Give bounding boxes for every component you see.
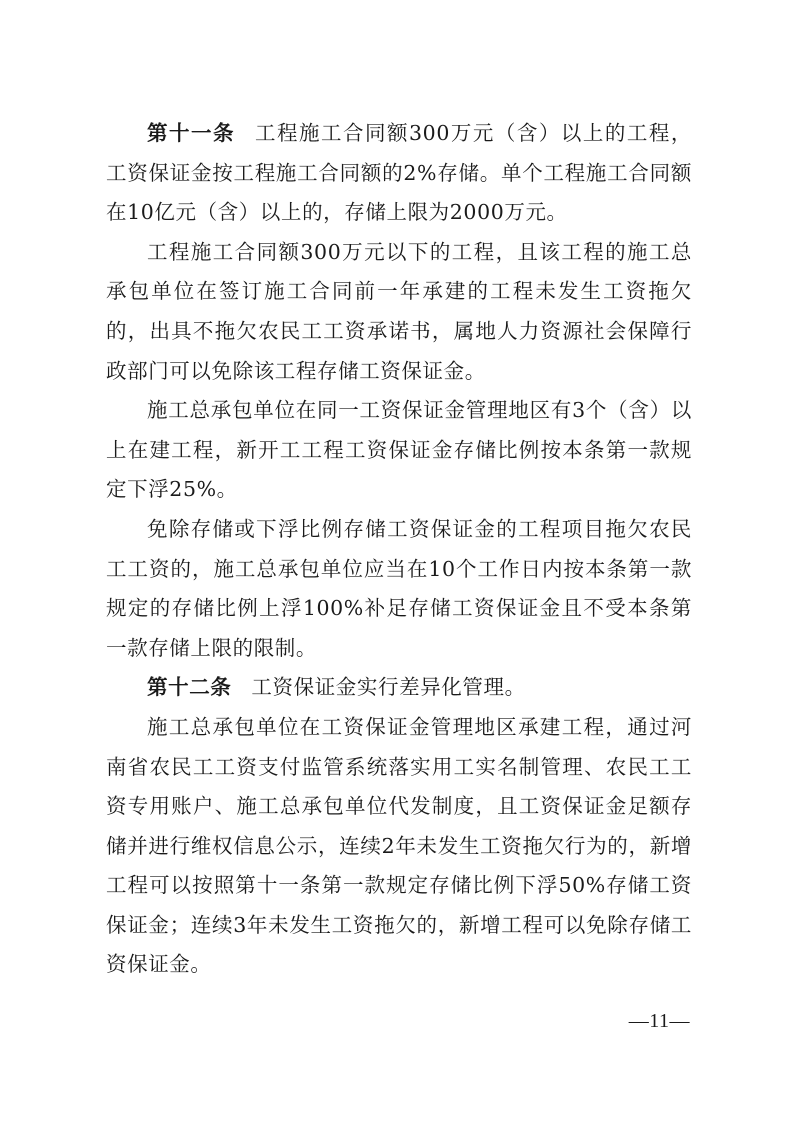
article-12-paragraph-2: 施工总承包单位在工资保证金管理地区承建工程，通过河南省农民工工资支付监管系统落实用工实名制管理、农民工工资专用账户、施工总承包单位代发制度，且工资保证金足额存储并进行维权信息公示，连续2年未发生工资拖欠行为的，新增工程可以按照第十一条第一款规定存储比例下浮50%存储工资保证金；连续3年未发生工资拖欠的，新增工程可以免除存储工资保证金。 <box>106 714 692 977</box>
article-11-text-1: 工程施工合同额300万元（含）以上的工程，工资保证金按工程施工合同额的2%存储。单个工程施工合同额在10亿元（含）以上的，存储上限为2000万元。 <box>106 121 692 225</box>
article-12-text-1: 工资保证金实行差异化管理。 <box>251 675 526 700</box>
article-11-title: 第十一条 <box>147 121 236 145</box>
document-body <box>106 114 692 985</box>
article-11-paragraph-2: 工程施工合同额300万元以下的工程，且该工程的施工总承包单位在签订施工合同前一年承建的工程未发生工资拖欠的，出具不拖欠农民工工资承诺书，属地人力资源社会保障行政部门可以免除该工程存储工资保证金。 <box>106 239 692 383</box>
article-12-paragraph-1 <box>106 668 692 708</box>
article-11-paragraph-4: 免除存储或下浮比例存储工资保证金的工程项目拖欠农民工工资的，施工总承包单位应当在10个工作日内按本条第一款规定的存储比例上浮100%补足存储工资保证金且不受本条第一款存储上限的限制。 <box>106 516 692 660</box>
article-11-paragraph-3: 施工总承包单位在同一工资保证金管理地区有3个（含）以上在建工程，新开工工程工资保证金存储比例按本条第一款规定下浮25%。 <box>106 398 692 502</box>
article-12-title: 第十二条 <box>147 675 232 700</box>
article-11-paragraph-1 <box>106 114 692 233</box>
page-number: —11— <box>628 1010 690 1032</box>
